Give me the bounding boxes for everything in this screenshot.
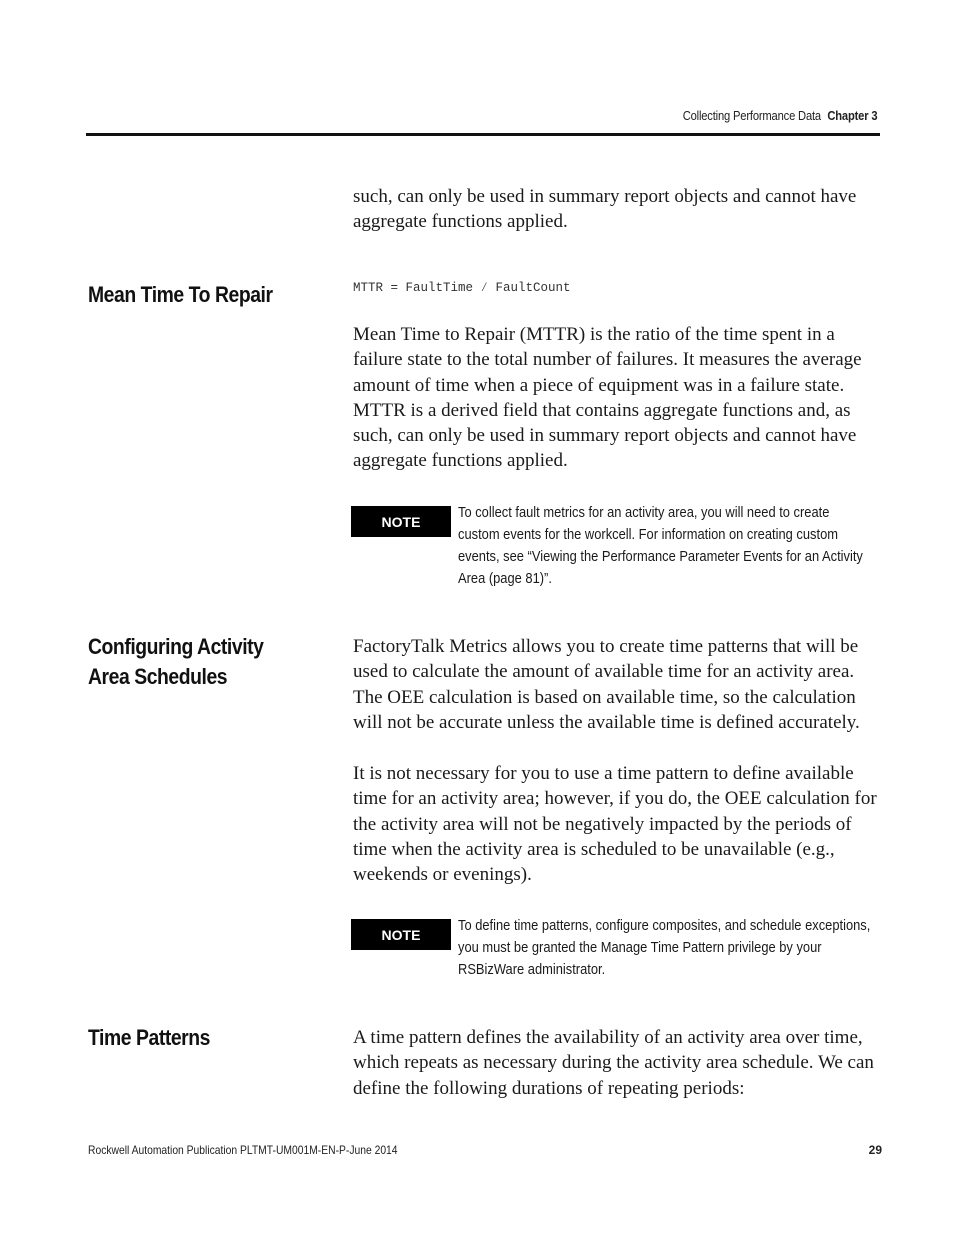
header-chapter: Chapter 3 [826, 108, 877, 123]
intro-paragraph: such, can only be used in summary report objects and cannot have aggregate functions applied. [353, 186, 857, 233]
footer-publication: Rockwell Automation Publication PLTMT-UM001M-EN-P-June 2014 [88, 1143, 398, 1157]
running-header [682, 108, 877, 123]
schedules-paragraph-2: It is not necessary for you to use a time pattern to define available time for an activity area; however, if you do, the OEE calculation for the activity area will not be negatively impacted by the periods of time when the activity area is scheduled to be unavailable (e.g., weekends or evenings). [353, 763, 877, 886]
schedules-paragraph-1: FactoryTalk Metrics allows you to create time patterns that will be used to calculate the amount of available time for an activity area. The OEE calculation is based on available time, so the calculation will not be accurate unless the available time is defined accurately. [353, 636, 860, 733]
mttr-formula: MTTR = FaultTime ⁄ FaultCount [353, 281, 571, 295]
heading-configuring-activity-area-schedules: Configuring Activity Area Schedules [88, 634, 264, 689]
header-section-title: Collecting Performance Data [682, 108, 821, 123]
header-rule [86, 133, 880, 136]
note-badge: NOTE [351, 919, 451, 950]
note-text: To define time patterns, configure composites, and schedule exceptions, you must be granted the Manage Time Pattern privilege by your RSBizWare administrator. [458, 917, 871, 978]
time-patterns-paragraph: A time pattern defines the availability of an activity area over time, which repeats as necessary during the activity area schedule. We can define the following durations of repeating periods: [353, 1027, 874, 1099]
note-badge: NOTE [351, 506, 451, 537]
heading-mean-time-to-repair: Mean Time To Repair [88, 282, 273, 307]
page-number: 29 [868, 1143, 882, 1157]
mttr-paragraph: Mean Time to Repair (MTTR) is the ratio of the time spent in a failure state to the total number of failures. It measures the average amount of time when a piece of equipment was in a failure state. MTTR is a derived field that contains aggregate functions and, as such, can only be used in summary report objects and cannot have aggregate functions applied. [353, 324, 862, 472]
note-text: To collect fault metrics for an activity area, you will need to create custom events for the workcell. For information on creating custom events, see “Viewing the Performance Parameter Events for an Activity Area (page 81)”. [458, 504, 863, 587]
heading-time-patterns: Time Patterns [88, 1025, 210, 1050]
